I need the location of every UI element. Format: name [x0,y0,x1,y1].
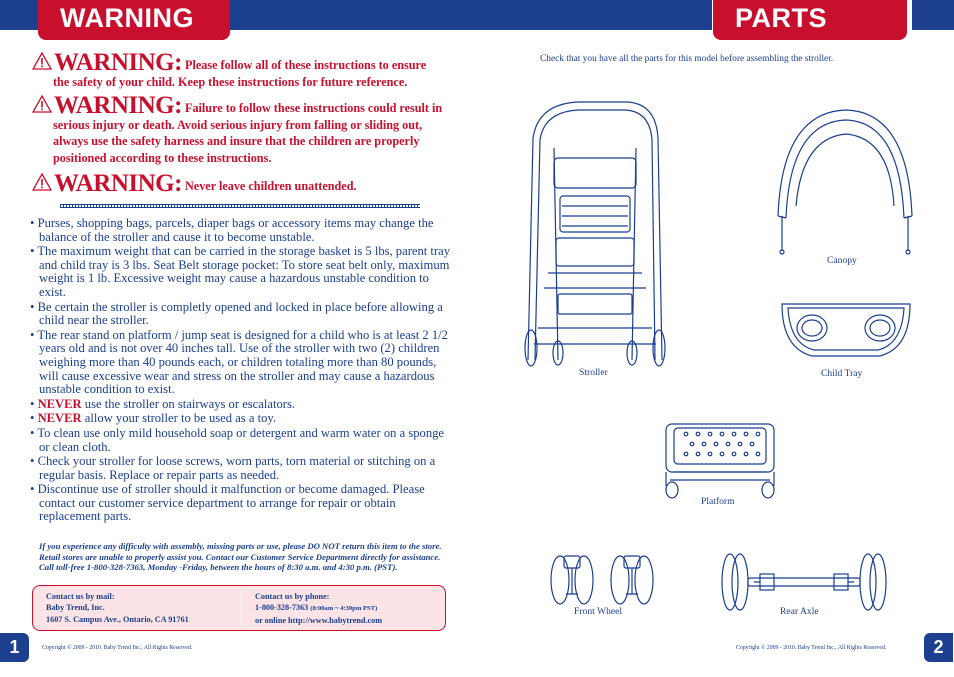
warning-triangle-icon [32,173,52,191]
warning-label: WARNING: [54,92,182,119]
child-tray-illustration [780,298,912,364]
list-item: • To clean use only mild household soap or detergent and warm water on a sponge or clean cloth. [30,425,445,454]
list-item: • Discontinue use of stroller should it malfunction or become damaged. Please contact our customer service department to arrange for repair or obtain replacement parts. [30,482,425,524]
part-label-canopy: Canopy [827,255,857,266]
stroller-illustration [518,98,668,370]
page-number-left: 1 [0,633,29,662]
parts-tab-title: PARTS [713,0,907,40]
copyright-right: Copyright © 2009 - 2010. Baby Trend Inc., All Rights Reserved. [736,645,887,651]
assembly-help-note: If you experience any difficulty with assembly, missing parts or use, please DO NOT return this item to the store. Retail stores are unable to properly assist you. Contact our Customer Service Department directly for assistance. Call toll-free 1-800-328-7363, Monday -Friday, between the hours of 8:30 a.m. and 4:30 p.m. (PST). [39,541,442,573]
canopy-illustration [772,106,918,256]
warning-text-rest: serious injury or death. Avoid serious injury from falling or sliding out, always use the safety harness and insure that the children are properly positioned according to these instructions. [53,117,423,165]
contact-box [32,585,446,631]
header-bar-right [912,0,954,30]
platform-illustration [660,420,780,502]
warning-label: WARNING: [54,170,182,197]
rear-axle-illustration [720,550,888,612]
page-number-right: 2 [924,633,953,662]
phone-number[interactable]: 1-800-328-7363 [255,603,309,613]
warning-triangle-icon [32,52,52,70]
header-bar-center [230,0,712,30]
list-item: • NEVER use the stroller on stairways or escalators. [30,396,295,411]
header-bar-left [0,0,38,30]
warning-tab-title: WARNING [38,0,230,40]
warning-text-rest: the safety of your child. Keep these instructions for future reference. [53,74,408,89]
list-item: • Check your stroller for loose screws, worn parts, torn material or stitching on a regular basis. Replace or repair parts as needed. [30,454,436,482]
warning-text-first: Failure to follow these instructions could result in [185,101,443,115]
list-item: • Be certain the stroller is completly opened and locked in place before allowing a child near the stroller. [30,299,443,328]
decorative-divider [60,204,420,208]
warning-text-first: Please follow all of these instructions to ensure [185,58,427,72]
copyright-left: Copyright © 2009 - 2010. Baby Trend Inc., All Rights Reserved. [42,645,193,651]
contact-phone: Contact us by phone: 1-800-328-7363 (8:00am ~ 4:30pm PST) or online http://www.babytrend.com [255,592,383,625]
warning-block-3 [32,170,452,197]
part-label-rear-axle: Rear Axle [780,606,819,617]
part-label-front-wheel: Front Wheel [574,606,623,617]
warning-label: WARNING: [54,49,182,76]
contact-separator [241,589,242,627]
safety-bullet-list [30,217,450,525]
warning-block-1 [32,49,452,90]
list-item: • The maximum weight that can be carried in the storage basket is 5 lbs, parent tray and child tray is 3 lbs. Seat Belt storage pocket: To store seat belt only, maximum weight is 1 lb. Excessive weight may cause a hazardous unstable condition to exist. [30,244,451,299]
list-item: • Purses, shopping bags, parcels, diaper bags or accessory items may change the balance of the stroller and cause it to become unstable. [30,216,434,244]
part-label-stroller: Stroller [579,367,608,378]
parts-intro: Check that you have all the parts for this model before assembling the stroller. [540,54,834,64]
warning-block-2 [32,92,452,166]
part-label-platform: Platform [701,496,735,507]
front-wheel-illustration [548,550,658,608]
warning-text-first: Never leave children unattended. [185,179,357,193]
website-link[interactable]: or online http://www.babytrend.com [255,615,383,625]
part-label-child-tray: Child Tray [821,368,863,379]
contact-mail: Contact us by mail: Baby Trend, Inc. 1607 S. Campus Ave., Ontario, CA 91761 [46,592,189,624]
warning-triangle-icon [32,95,52,113]
list-item: • The rear stand on platform / jump seat is designed for a child who is at least 2 1/2 years old and is not over 40 inches tall. Use of the stroller with two (2) children weighing more than 40 pounds each, or children totaling more than 80 pounds, will cause excessive wear and stress on the stroller and may cause a hazardous unstable condition to exist. [30,327,448,397]
list-item: • NEVER allow your stroller to be used as a toy. [30,411,276,426]
